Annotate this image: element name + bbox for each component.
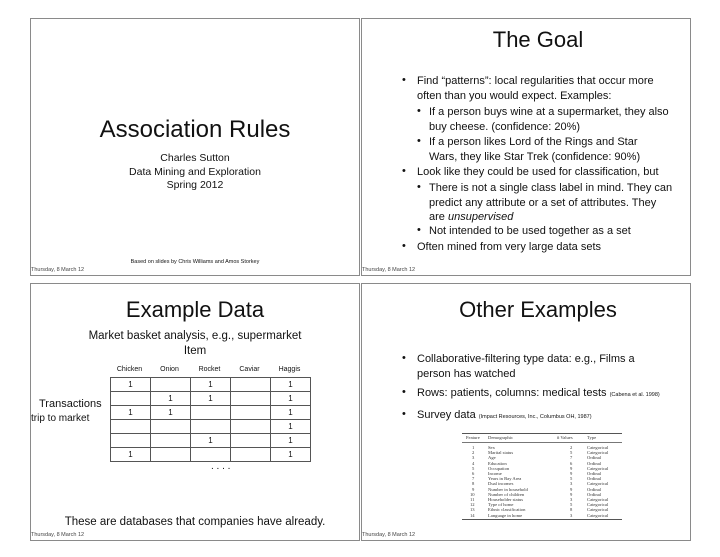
- bullet-text: Rows: patients, columns: medical tests (Cabena et al. 1998): [417, 387, 660, 399]
- slide-title: Association Rules: [99, 116, 291, 143]
- column-header: Onion: [160, 366, 179, 373]
- subtitle-line-1: Market basket analysis, e.g., supermarket: [88, 330, 302, 342]
- bullet-icon: •: [402, 408, 406, 420]
- term-label: Spring 2012: [166, 179, 224, 191]
- slide-title: Other Examples: [459, 297, 617, 322]
- sub-bullet-text: There is not a single class label in mind. They can predict any attribute or a set of attributes. They are unsupervised: [429, 182, 673, 223]
- slide4-footer: Thursday, 8 March 12: [362, 532, 416, 538]
- bullet-text: Survey data (Impact Resources, Inc., Columbus OH, 1987): [417, 409, 592, 421]
- table-row: 1 1: [111, 448, 311, 462]
- bullet-text: Find “patterns”: local regularities that occur more often than you would expect. Examples:: [417, 75, 654, 102]
- sub-bullet-icon: •: [417, 135, 421, 147]
- sub-bullet-text: Not intended to be used together as a set: [429, 225, 631, 237]
- survey-table: Feature Demographic # Values Type 1 Sex 2 Categorical 2 Marital status 5 Categorical 3 Age 7 Ordinal 4 Education 6 Ordinal 5 Occupation 9 Categorical 6 Income 9 Ordinal 7 Years in Bay Area 5 Ordinal 8 Dual incomes 3 Categorical 9 Number in household 9 Ordinal 10 Number of children 9 Ordinal 11 Householder status 3 Categorical 12 Type of home 5 Categorical 13 Ethnic classification 8 Categorical 14 Language in home 3 Categorical: [462, 433, 622, 521]
- table-row: 1: [111, 420, 311, 434]
- sub-bullet-icon: •: [417, 224, 421, 236]
- table-rule-mid: [462, 442, 622, 443]
- slide3-footer: Thursday, 8 March 12: [31, 532, 85, 538]
- row-label-trip: trip to market: [31, 413, 90, 424]
- row-label-transactions: Transactions: [39, 398, 102, 410]
- bullet-text: Often mined from very large data sets: [417, 241, 602, 253]
- bullet-icon: •: [402, 352, 406, 364]
- table-row: 1 1 1: [111, 392, 311, 406]
- column-header: Haggis: [278, 366, 301, 373]
- caption: These are databases that companies have already.: [64, 516, 326, 528]
- column-header: Rocket: [198, 366, 221, 373]
- subtitle-line-2: Item: [183, 345, 207, 357]
- course-name: Data Mining and Exploration: [129, 166, 261, 178]
- bullet-text: Look like they could be used for classification, but: [417, 166, 659, 178]
- slide-other-examples: [361, 283, 691, 541]
- table-rule-top: [462, 433, 622, 434]
- sub-bullet-text: If a person likes Lord of the Rings and Star Wars, they like Star Trek (confidence: 90%): [429, 136, 641, 163]
- column-header: Caviar: [239, 366, 260, 373]
- bullet-text: Collaborative-filtering type data: e.g., Films a person has watched: [417, 353, 635, 380]
- sub-bullet-icon: •: [417, 105, 421, 117]
- bullet-icon: •: [402, 74, 406, 86]
- table-row: 1 1 1: [111, 378, 311, 392]
- sub-bullet-icon: •: [417, 181, 421, 193]
- slide-association-rules: [30, 18, 360, 276]
- transaction-table: [110, 377, 311, 462]
- slide-example-data: [30, 283, 360, 541]
- slide-title: The Goal: [492, 27, 584, 52]
- table-row: 1 1 1: [111, 406, 311, 420]
- table-row: 1 1: [111, 434, 311, 448]
- slide-the-goal: [361, 18, 691, 276]
- column-header: Chicken: [116, 366, 143, 373]
- ellipsis: . . . .: [211, 461, 231, 472]
- slide2-footer: Thursday, 8 March 12: [362, 267, 416, 273]
- author-name: Charles Sutton: [160, 152, 230, 164]
- sub-bullet-text: If a person buys wine at a supermarket, they also buy cheese. (confidence: 20%): [429, 106, 669, 133]
- slide1-footer: Thursday, 8 March 12: [31, 267, 85, 273]
- bullet-icon: •: [402, 240, 406, 252]
- bullet-icon: •: [402, 165, 406, 177]
- table-rule-bottom: [462, 519, 622, 520]
- slide-title: Example Data: [125, 297, 265, 322]
- bullet-icon: •: [402, 386, 406, 398]
- credit-note: Based on slides by Chris Williams and Amos Storkey: [130, 259, 260, 265]
